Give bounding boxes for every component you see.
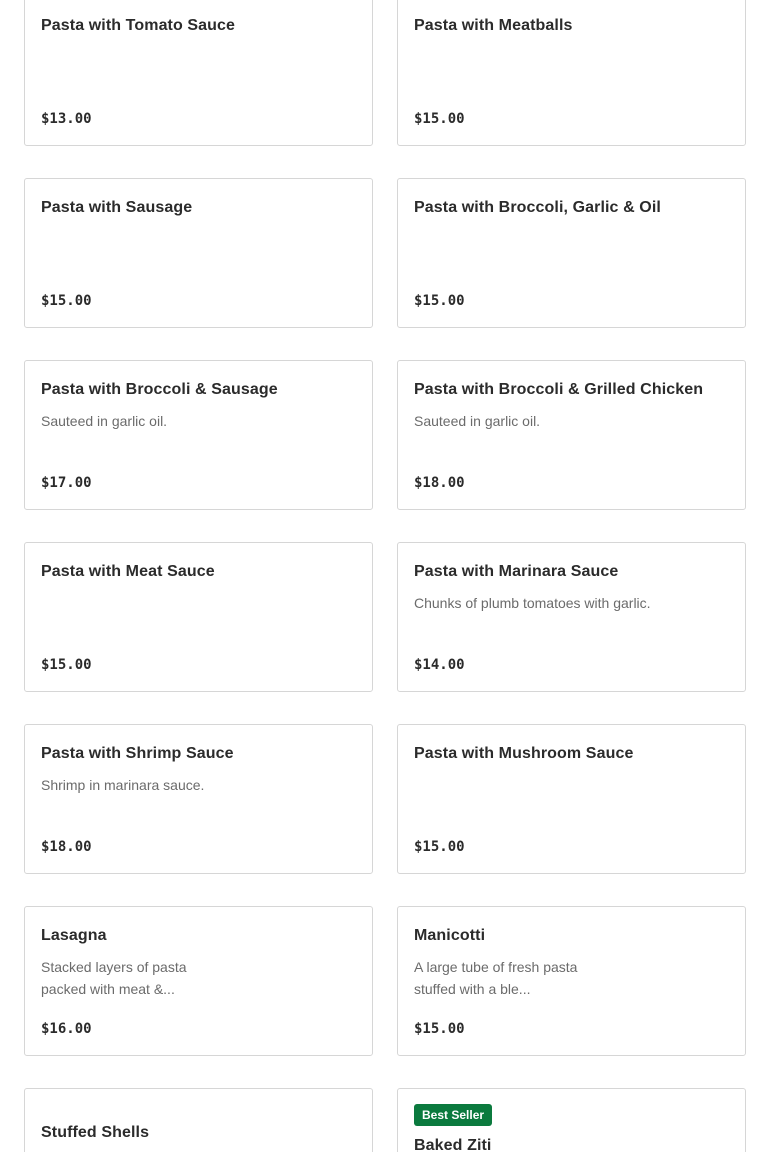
item-price: $17.00 [41,475,92,491]
item-name: Pasta with Meat Sauce [41,563,215,580]
item-name: Baked Ziti [414,1137,492,1152]
item-name: Pasta with Broccoli & Sausage [41,381,278,398]
item-name: Pasta with Meatballs [414,17,573,34]
item-price: $15.00 [41,657,92,673]
item-price: $18.00 [414,475,465,491]
item-description: A large tube of fresh pasta stuffed with a ble... [414,959,578,997]
item-description: Stacked layers of pasta packed with meat &... [41,959,187,997]
best-seller-badge: Best Seller [414,1104,492,1126]
item-description: Sauteed in garlic oil. [414,413,541,429]
menu-item-card[interactable] [397,906,746,1056]
item-price: $15.00 [414,293,465,309]
menu-item-card[interactable] [397,724,746,874]
item-name: Pasta with Broccoli, Garlic & Oil [414,199,661,216]
item-price: $15.00 [41,293,92,309]
menu-item-card[interactable] [397,360,746,510]
item-price: $13.00 [41,111,92,127]
menu-item-card[interactable] [24,542,373,692]
menu-item-card[interactable] [24,178,373,328]
menu-item-card[interactable] [24,1088,373,1152]
item-name: Stuffed Shells [41,1124,150,1141]
menu-item-card[interactable] [24,906,373,1056]
item-description: Chunks of plumb tomatoes with garlic. [414,595,651,611]
item-name: Pasta with Mushroom Sauce [414,745,634,762]
item-price: $15.00 [414,839,465,855]
item-price: $15.00 [414,1021,465,1037]
item-description: Sauteed in garlic oil. [41,413,168,429]
item-price: $16.00 [41,1021,92,1037]
item-price: $14.00 [414,657,465,673]
menu-grid [24,0,746,1152]
item-name: Pasta with Broccoli & Grilled Chicken [414,381,704,398]
menu-item-card[interactable] [397,1088,746,1152]
item-price: $15.00 [414,111,465,127]
menu-item-card[interactable] [24,360,373,510]
item-name: Pasta with Tomato Sauce [41,17,236,34]
item-name: Pasta with Marinara Sauce [414,563,619,580]
menu-item-card[interactable] [397,542,746,692]
menu-item-card[interactable] [397,0,746,146]
item-name: Pasta with Sausage [41,199,193,216]
item-description: Shrimp in marinara sauce. [41,777,205,793]
menu-item-card[interactable] [24,724,373,874]
menu-item-card[interactable] [24,0,373,146]
item-name: Manicotti [414,927,486,944]
item-name: Lasagna [41,927,107,944]
item-name: Pasta with Shrimp Sauce [41,745,234,762]
menu-item-card[interactable] [397,178,746,328]
item-price: $18.00 [41,839,92,855]
